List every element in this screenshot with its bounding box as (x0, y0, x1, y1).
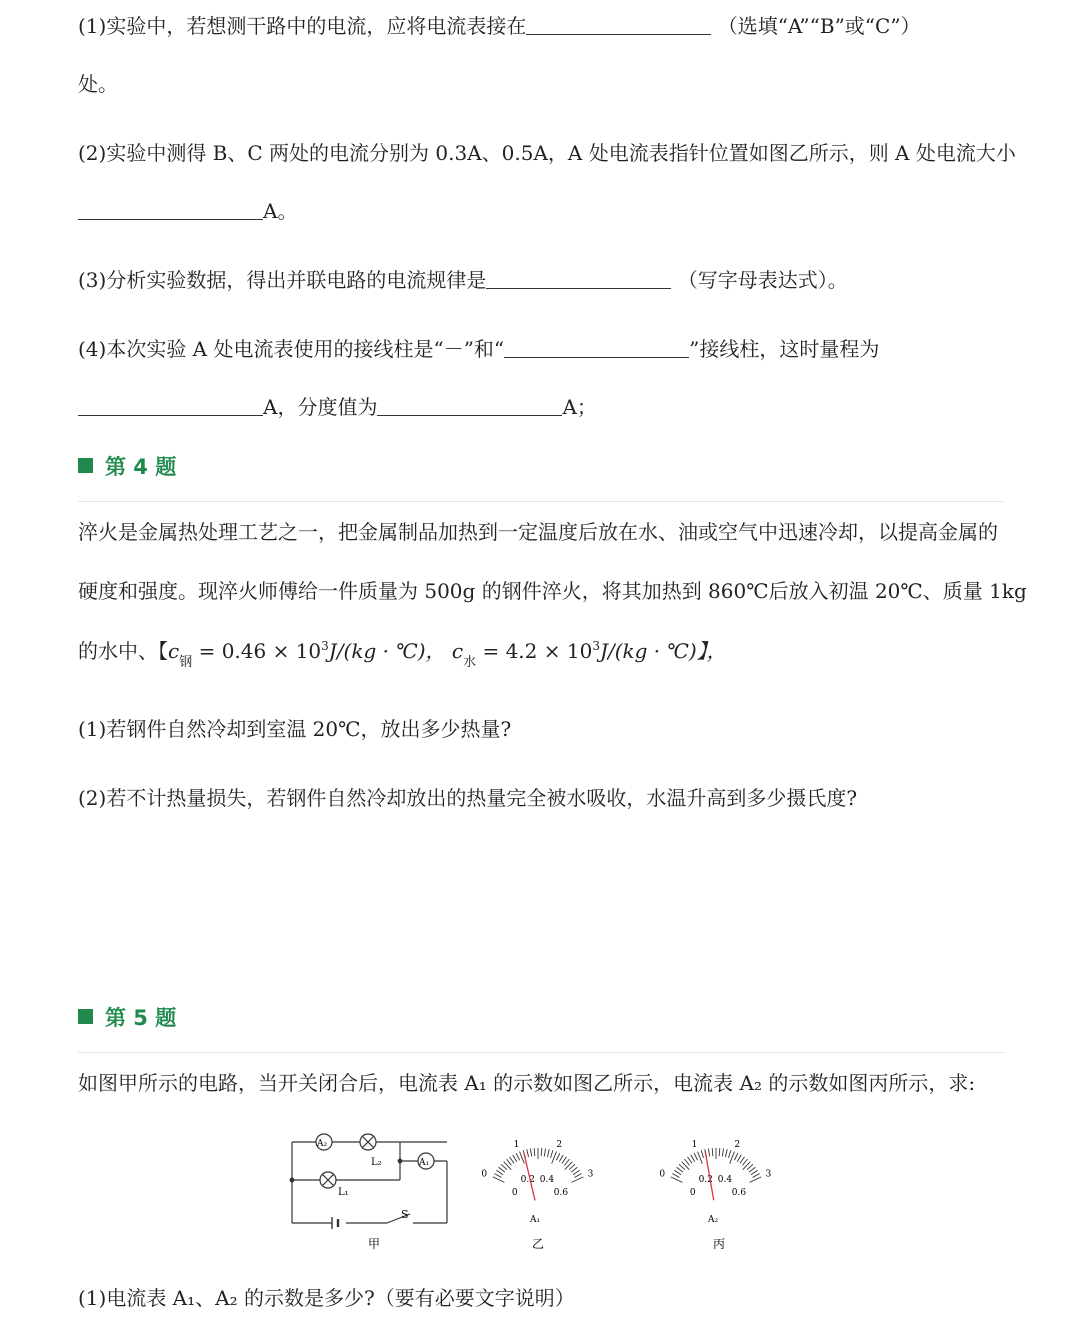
q3-part4-blank-division[interactable] (377, 395, 562, 416)
q3-part3-hint: （写字母表达式）。 (677, 268, 848, 292)
q3-part1-text: (1)实验中，若想测干路中的电流，应将电流表接在 (78, 14, 527, 38)
dial-tick (572, 1177, 584, 1182)
dial-upper-label: 3 (765, 1169, 772, 1180)
heading-square-icon (78, 1009, 93, 1024)
dial-tick (747, 1164, 753, 1169)
q3-part3-line (78, 266, 848, 294)
q5-figure (280, 1128, 810, 1258)
dial-meter-label: A₂ (708, 1215, 719, 1225)
dial-upper-label: 0 (481, 1169, 488, 1180)
dial-lower-label: 0 (511, 1188, 518, 1199)
dial-tick (516, 1153, 520, 1160)
q3-part4-text2: ”接线柱，这时量程为 (689, 337, 880, 361)
q3-part2-unit: A。 (263, 199, 298, 223)
dial-tick (740, 1157, 745, 1164)
q4-heading-text: 第 4 题 (105, 455, 177, 479)
dial-tick (737, 1155, 741, 1162)
switch-label: S (401, 1208, 409, 1221)
dial-tick (504, 1162, 512, 1170)
circuit-and-meters-diagram (280, 1128, 810, 1258)
q4-intro-line2: 硬度和强度。现淬火师傅给一件质量为 500g 的钢件淬火，将其加热到 860℃后放入初温 20℃、质量 1kg (78, 579, 1027, 603)
c-water-exp: 3 (592, 639, 600, 653)
dial-tick (494, 1174, 501, 1178)
c-steel-symbol: c (168, 639, 180, 663)
circuit-diagram (290, 1134, 447, 1229)
q4-intro-line3 (78, 637, 727, 669)
dial-tick (501, 1164, 507, 1169)
q5-heading-text: 第 5 题 (105, 1006, 177, 1030)
dial-upper-label: 2 (556, 1140, 563, 1151)
dial-tick (530, 1149, 531, 1157)
dial-upper-label: 1 (513, 1140, 520, 1151)
dial-tick (701, 1150, 703, 1158)
c-water-sub: 水 (463, 655, 477, 670)
dial-lower-label: 0.4 (717, 1174, 733, 1185)
dial-tick (564, 1159, 569, 1165)
q3-part3-blank[interactable] (486, 268, 671, 289)
q3-part4-text4: A； (562, 395, 597, 419)
dial-tick (571, 1167, 577, 1172)
dial-tick (559, 1155, 563, 1162)
dial-tick (565, 1162, 573, 1170)
dial-tick (753, 1174, 760, 1178)
c-water-unit: J/(kg · ℃)】， (599, 639, 727, 663)
dial-lower-label: 0.4 (539, 1174, 555, 1185)
lamp-l2-label: L₂ (371, 1157, 382, 1168)
q4-intro-line1: 淬火是金属热处理工艺之一，把金属制品加热到一定温度后放在水、油或空气中迅速冷却，以提高金属的 (78, 520, 998, 544)
q3-part2-line1: (2)实验中测得 B、C 两处的电流分别为 0.3A、0.5A，A 处电流表指针位置如图乙所示，则 A 处电流大小 (78, 141, 1016, 165)
q3-part4-blank-range[interactable] (78, 395, 263, 416)
ammeter-dial-bing (659, 1140, 771, 1225)
c-water-value: = 4.2 × 10 (476, 639, 593, 663)
q3-part1-line2: 处。 (78, 72, 118, 96)
dial-tick (513, 1155, 517, 1162)
dial-tick (682, 1162, 690, 1170)
q4-divider (78, 501, 1004, 502)
q3-part4-blank-terminal[interactable] (504, 337, 689, 358)
dial-tick (743, 1162, 751, 1170)
dial-tick (671, 1177, 683, 1182)
ammeter-dial-yi (481, 1140, 593, 1225)
dial-tick (510, 1157, 515, 1164)
dial-upper-label: 3 (587, 1169, 594, 1180)
dial-tick (734, 1153, 738, 1160)
q5-intro: 如图甲所示的电路，当开关闭合后，电流表 A₁ 的示数如图乙所示，电流表 A₂ 的示数如图丙所示，求: (78, 1071, 976, 1095)
q4-intro3-text: 的水中、【 (78, 639, 168, 663)
dial-tick (573, 1170, 580, 1174)
dial-tick (544, 1149, 545, 1157)
heading-square-icon (78, 458, 93, 473)
dial-tick (674, 1170, 681, 1174)
dial-tick (722, 1149, 723, 1157)
q3-part4-text3: A，分度值为 (263, 395, 378, 419)
ammeter-a2-label: A₂ (317, 1139, 328, 1149)
q3-part1-hint: （选填“A”“B”或“C”） (717, 14, 921, 38)
dial-tick (527, 1149, 529, 1157)
q4-question2: (2)若不计热量损失，若钢件自然冷却放出的热量完全被水吸收，水温升高到多少摄氏度? (78, 786, 858, 810)
c-steel-exp: 3 (321, 639, 329, 653)
dial-meter-label: A₁ (530, 1215, 541, 1225)
dial-tick (694, 1153, 698, 1160)
q3-part4-text: (4)本次实验 A 处电流表使用的接线柱是“－”和“ (78, 337, 505, 361)
q5-question1: (1)电流表 A₁、A₂ 的示数是多少?（要有必要文字说明） (78, 1286, 575, 1310)
dial-tick (679, 1164, 685, 1169)
dial-tick (725, 1149, 727, 1157)
dial-upper-label: 1 (691, 1140, 698, 1151)
dial-tick (685, 1159, 690, 1165)
dial-tick (575, 1174, 582, 1178)
dial-tick (719, 1148, 720, 1156)
dial-tick (751, 1170, 758, 1174)
dial-tick (541, 1148, 542, 1156)
dial-tick (507, 1159, 512, 1165)
dial-tick (499, 1167, 505, 1172)
dial-tick (712, 1148, 713, 1156)
q3-part1-blank[interactable] (526, 14, 711, 35)
c-steel-value: = 0.46 × 10 (192, 639, 322, 663)
dial-tick (750, 1177, 762, 1182)
dial-tick (562, 1157, 567, 1164)
q3-part2-line2 (78, 197, 297, 225)
dial-tick (677, 1167, 683, 1172)
dial-tick (547, 1149, 549, 1157)
caption-yi: 乙 (532, 1237, 545, 1251)
dial-tick (742, 1159, 747, 1165)
c-steel-sub: 钢 (179, 655, 193, 670)
q5-heading (78, 1004, 176, 1032)
lamp-l1-label: L₁ (338, 1187, 349, 1198)
dial-lower-label: 0.2 (698, 1174, 713, 1185)
dial-tick (551, 1150, 553, 1158)
dial-lower-label: 0.6 (731, 1188, 747, 1199)
ammeter-a1-label: A₁ (419, 1158, 430, 1168)
q3-part1-line1 (78, 12, 921, 40)
dial-upper-label: 0 (659, 1169, 666, 1180)
dial-upper-label: 2 (734, 1140, 741, 1151)
caption-jia: 甲 (368, 1237, 381, 1251)
caption-bing: 丙 (713, 1237, 726, 1251)
dial-lower-label: 0.6 (553, 1188, 569, 1199)
q4-heading (78, 453, 176, 481)
q5-divider (78, 1052, 1004, 1053)
dial-tick (569, 1164, 575, 1169)
q3-part4-line1 (78, 335, 879, 363)
c-water-symbol: c (451, 639, 464, 663)
dial-tick (672, 1174, 679, 1178)
dial-tick (708, 1149, 709, 1157)
dial-tick (688, 1157, 693, 1164)
dial-tick (496, 1170, 503, 1174)
q3-part4-line2 (78, 393, 597, 421)
q3-part2-blank[interactable] (78, 199, 263, 220)
dial-tick (493, 1177, 505, 1182)
dial-tick (556, 1153, 560, 1160)
dial-lower-label: 0 (689, 1188, 696, 1199)
dial-lower-label: 0.2 (520, 1174, 535, 1185)
q4-question1: (1)若钢件自然冷却到室温 20℃，放出多少热量? (78, 717, 512, 741)
dial-tick (729, 1150, 731, 1158)
dial-tick (691, 1155, 695, 1162)
c-steel-unit: J/(kg · ℃)， (328, 639, 446, 663)
q3-part3-text: (3)分析实验数据，得出并联电路的电流规律是 (78, 268, 487, 292)
dial-tick (749, 1167, 755, 1172)
dial-tick (534, 1148, 535, 1156)
